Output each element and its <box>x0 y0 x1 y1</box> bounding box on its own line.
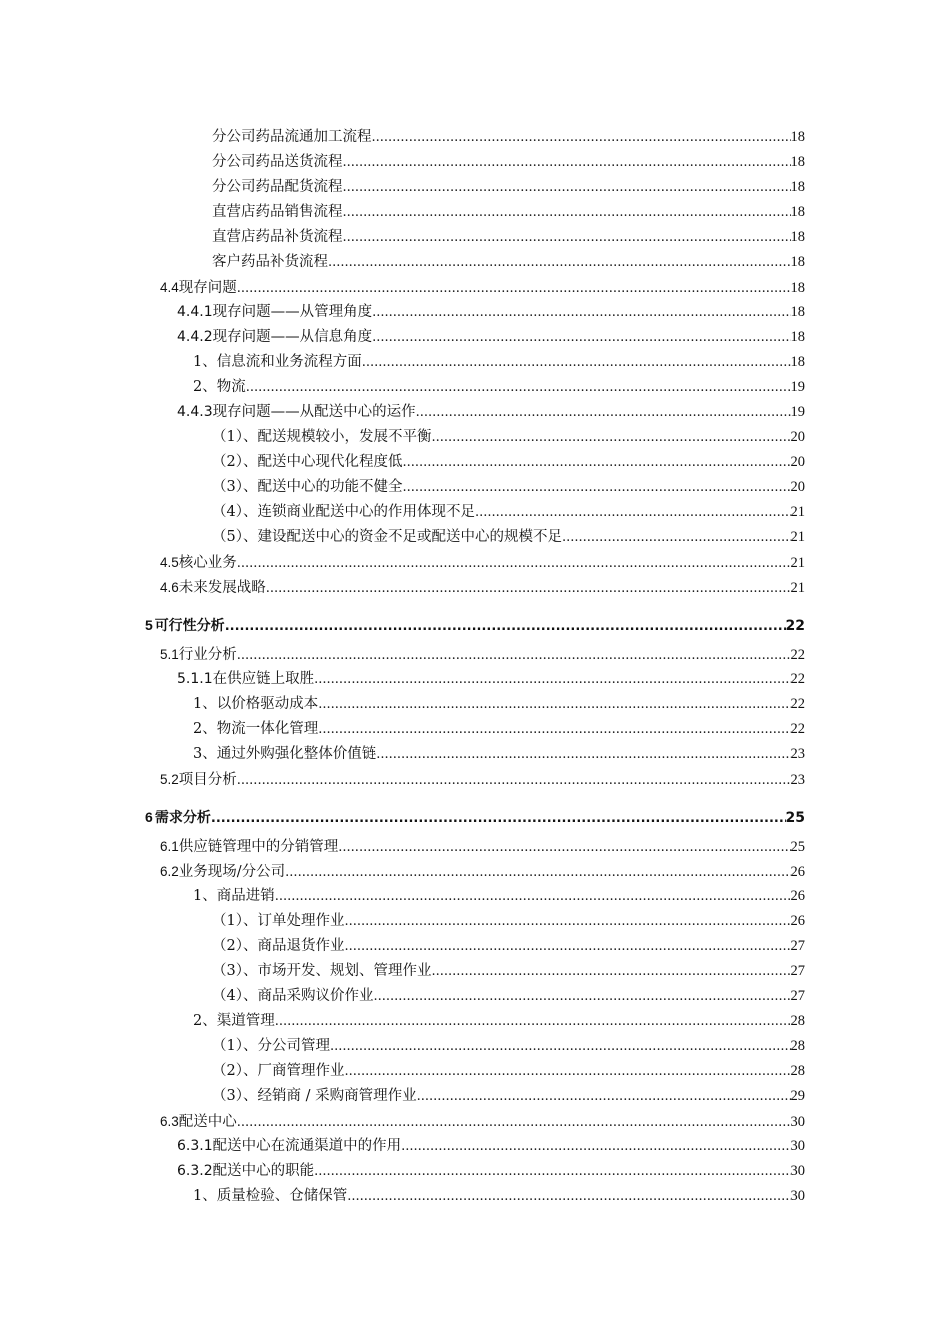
toc-entry[interactable] <box>0 150 950 175</box>
toc-entry[interactable] <box>0 859 950 884</box>
toc-entry-title: 配送中心在流通渠道中的作用 <box>212 1138 402 1154</box>
toc-entry-page-number: 30 <box>790 1188 805 1204</box>
toc-entry[interactable] <box>0 300 950 325</box>
toc-entry[interactable] <box>0 500 950 525</box>
toc-entry-page-number: 30 <box>790 1163 805 1179</box>
toc-entry-page-number: 25 <box>785 810 805 826</box>
toc-entry-title: 1、以价格驱动成本 <box>193 696 319 712</box>
toc-entry[interactable] <box>0 575 950 600</box>
toc-entry[interactable] <box>0 767 950 792</box>
toc-entry-title: 在供应链上取胜 <box>212 671 315 687</box>
toc-leader-dots <box>343 150 791 175</box>
toc-entry[interactable] <box>0 667 950 692</box>
toc-entry-number: 4.5 <box>160 555 179 570</box>
toc-entry-number: 5.2 <box>160 772 179 787</box>
toc-entry-title: （1）、配送规模较小，发展不平衡 <box>212 429 432 445</box>
toc-entry-number: 4.4.1 <box>177 304 213 320</box>
toc-entry-page-number: 18 <box>790 254 805 270</box>
toc-entry-title: 核心业务 <box>178 555 237 571</box>
toc-entry[interactable] <box>0 475 950 500</box>
toc-leader-dots <box>431 425 790 450</box>
table-of-contents <box>0 125 950 1209</box>
toc-entry[interactable] <box>0 909 950 934</box>
toc-entry-page-number: 21 <box>790 504 805 520</box>
toc-entry[interactable] <box>0 1009 950 1034</box>
toc-entry-page-number: 28 <box>790 1038 805 1054</box>
toc-entry[interactable] <box>0 125 950 150</box>
toc-entry-page-number: 23 <box>790 746 805 762</box>
toc-entry[interactable] <box>0 400 950 425</box>
toc-leader-dots <box>372 300 790 325</box>
toc-entry-title: 3、通过外购强化整体价值链 <box>193 746 377 762</box>
toc-leader-dots <box>211 802 786 836</box>
toc-entry-page-number: 18 <box>790 154 805 170</box>
toc-entry-page-number: 21 <box>790 580 805 596</box>
toc-entry-title: （2）、配送中心现代化程度低 <box>212 454 403 470</box>
toc-leader-dots <box>562 525 791 550</box>
toc-leader-dots <box>275 884 791 909</box>
toc-entry-number: 4.4 <box>160 280 179 295</box>
toc-entry-title: 2、物流一体化管理 <box>193 721 319 737</box>
toc-entry-title: （2）、厂商管理作业 <box>212 1063 345 1079</box>
toc-leader-dots <box>344 934 790 959</box>
toc-entry-page-number: 29 <box>790 1088 805 1104</box>
toc-entry-title: 供应链管理中的分销管理 <box>178 839 339 855</box>
toc-entry-title: 配送中心的职能 <box>212 1163 315 1179</box>
toc-leader-dots <box>318 692 790 717</box>
toc-entry-page-number: 26 <box>790 888 805 904</box>
toc-leader-dots <box>417 1084 791 1109</box>
toc-entry[interactable] <box>0 1159 950 1184</box>
toc-entry-page-number: 18 <box>790 304 805 320</box>
toc-entry-number: 6.3.2 <box>177 1163 213 1179</box>
toc-entry[interactable] <box>0 225 950 250</box>
toc-leader-dots <box>266 576 791 601</box>
toc-entry[interactable] <box>0 1109 950 1134</box>
toc-entry-page-number: 18 <box>790 179 805 195</box>
toc-leader-dots <box>246 375 791 400</box>
toc-leader-dots <box>431 959 790 984</box>
toc-entry-title: 分公司药品配货流程 <box>212 179 343 195</box>
toc-entry-page-number: 22 <box>790 721 805 737</box>
toc-entry-page-number: 20 <box>790 479 805 495</box>
toc-entry[interactable] <box>0 934 950 959</box>
toc-leader-dots <box>314 1159 790 1184</box>
toc-leader-dots <box>344 1059 790 1084</box>
toc-leader-dots <box>362 350 791 375</box>
toc-entry-title: 可行性分析 <box>154 618 225 634</box>
toc-leader-dots <box>237 768 791 793</box>
toc-entry-title: 直营店药品补货流程 <box>212 229 343 245</box>
toc-entry-page-number: 22 <box>790 647 805 663</box>
toc-entry-title: 行业分析 <box>178 647 237 663</box>
toc-entry-page-number: 23 <box>790 772 805 788</box>
toc-chapter-entry[interactable] <box>0 608 950 642</box>
toc-leader-dots <box>376 742 790 767</box>
toc-leader-dots <box>343 225 791 250</box>
toc-entry-title: 分公司药品送货流程 <box>212 154 343 170</box>
toc-leader-dots <box>237 551 791 576</box>
toc-entry-title: （5）、建设配送中心的资金不足或配送中心的规模不足 <box>212 529 562 545</box>
toc-entry[interactable] <box>0 642 950 667</box>
toc-entry-number: 6.1 <box>160 839 179 854</box>
toc-leader-dots <box>237 643 791 668</box>
toc-entry-number: 6.3.1 <box>177 1138 213 1154</box>
toc-leader-dots <box>285 860 790 885</box>
toc-entry-page-number: 18 <box>790 229 805 245</box>
toc-entry[interactable] <box>0 450 950 475</box>
toc-entry[interactable] <box>0 717 950 742</box>
toc-entry-title: 1、质量检验、仓储保管 <box>193 1188 348 1204</box>
toc-entry[interactable] <box>0 550 950 575</box>
toc-entry-title: 未来发展战略 <box>178 580 266 596</box>
toc-entry-page-number: 19 <box>790 404 805 420</box>
toc-leader-dots <box>237 1110 791 1135</box>
toc-entry-title: 1、商品进销 <box>193 888 275 904</box>
toc-leader-dots <box>225 610 786 644</box>
toc-entry-page-number: 18 <box>790 329 805 345</box>
toc-leader-dots <box>314 667 790 692</box>
toc-entry-page-number: 22 <box>790 696 805 712</box>
toc-entry[interactable] <box>0 275 950 300</box>
toc-entry[interactable] <box>0 425 950 450</box>
toc-entry-page-number: 18 <box>790 129 805 145</box>
toc-entry-page-number: 22 <box>785 618 805 634</box>
toc-leader-dots <box>328 250 791 275</box>
toc-entry[interactable] <box>0 884 950 909</box>
toc-entry-title: （4）、连锁商业配送中心的作用体现不足 <box>212 504 475 520</box>
toc-entry-number: 4.4.3 <box>177 404 213 420</box>
toc-entry[interactable] <box>0 1184 950 1209</box>
toc-entry-page-number: 26 <box>790 864 805 880</box>
toc-entry-title: （2）、商品退货作业 <box>212 938 345 954</box>
toc-entry[interactable] <box>0 200 950 225</box>
toc-entry-number: 4.4.2 <box>177 329 213 345</box>
toc-entry-title: 2、物流 <box>193 379 246 395</box>
toc-leader-dots <box>372 125 791 150</box>
toc-leader-dots <box>372 325 790 350</box>
toc-chapter-entry[interactable] <box>0 800 950 834</box>
toc-entry[interactable] <box>0 959 950 984</box>
toc-entry[interactable] <box>0 375 950 400</box>
toc-entry-number: 6.3 <box>160 1114 179 1129</box>
toc-entry-page-number: 26 <box>790 913 805 929</box>
toc-entry-number: 4.6 <box>160 580 179 595</box>
toc-entry-page-number: 18 <box>790 204 805 220</box>
toc-entry-title: 分公司药品流通加工流程 <box>212 129 372 145</box>
toc-entry-page-number: 20 <box>790 429 805 445</box>
toc-leader-dots <box>343 175 791 200</box>
toc-leader-dots <box>338 835 790 860</box>
toc-entry-title: （4）、商品采购议价作业 <box>212 988 374 1004</box>
toc-entry-page-number: 27 <box>790 988 805 1004</box>
toc-entry-title: 客户药品补货流程 <box>212 254 328 270</box>
toc-entry-number: 5.1.1 <box>177 671 213 687</box>
toc-entry[interactable] <box>0 742 950 767</box>
toc-entry-page-number: 30 <box>790 1114 805 1130</box>
toc-entry-title: （3）、市场开发、规划、管理作业 <box>212 963 432 979</box>
toc-entry-number: 5.1 <box>160 647 179 662</box>
toc-leader-dots <box>237 276 791 301</box>
toc-entry-page-number: 21 <box>790 529 805 545</box>
toc-entry-page-number: 18 <box>790 354 805 370</box>
toc-entry-title: （3）、经销商 / 采购商管理作业 <box>212 1088 417 1104</box>
toc-entry[interactable] <box>0 984 950 1009</box>
toc-leader-dots <box>401 1134 790 1159</box>
toc-entry[interactable] <box>0 350 950 375</box>
toc-leader-dots <box>416 400 791 425</box>
toc-entry-page-number: 27 <box>790 938 805 954</box>
toc-entry-page-number: 20 <box>790 454 805 470</box>
toc-leader-dots <box>373 984 790 1009</box>
toc-leader-dots <box>344 909 790 934</box>
toc-entry-page-number: 21 <box>790 555 805 571</box>
toc-entry[interactable] <box>0 250 950 275</box>
toc-entry[interactable] <box>0 1084 950 1109</box>
toc-entry-title: 需求分析 <box>154 810 211 826</box>
toc-entry-title: （1）、分公司管理 <box>212 1038 330 1054</box>
toc-entry-title: 1、信息流和业务流程方面 <box>193 354 362 370</box>
toc-entry-number: 5 <box>145 617 153 633</box>
toc-entry-page-number: 19 <box>790 379 805 395</box>
toc-leader-dots <box>275 1009 791 1034</box>
toc-entry[interactable] <box>0 525 950 550</box>
toc-entry[interactable] <box>0 1059 950 1084</box>
toc-leader-dots <box>318 717 790 742</box>
toc-entry-page-number: 25 <box>790 839 805 855</box>
toc-entry-page-number: 28 <box>790 1063 805 1079</box>
toc-entry-page-number: 18 <box>790 280 805 296</box>
toc-entry-title: 现存问题——从配送中心的运作 <box>212 404 416 420</box>
toc-entry-title: 2、渠道管理 <box>193 1013 275 1029</box>
toc-entry[interactable] <box>0 175 950 200</box>
toc-leader-dots <box>475 500 791 525</box>
toc-leader-dots <box>402 450 790 475</box>
toc-entry-title: 现存问题 <box>178 280 237 296</box>
toc-leader-dots <box>402 475 790 500</box>
toc-entry-number: 6.2 <box>160 864 179 879</box>
toc-entry-title: 项目分析 <box>178 772 237 788</box>
toc-entry[interactable] <box>0 834 950 859</box>
toc-leader-dots <box>347 1184 790 1209</box>
toc-entry-title: （1）、订单处理作业 <box>212 913 345 929</box>
toc-entry-title: 现存问题——从管理角度 <box>212 304 373 320</box>
toc-entry[interactable] <box>0 1034 950 1059</box>
toc-entry[interactable] <box>0 1134 950 1159</box>
toc-entry-title: 现存问题——从信息角度 <box>212 329 373 345</box>
toc-entry[interactable] <box>0 692 950 717</box>
toc-entry-page-number: 27 <box>790 963 805 979</box>
toc-entry-page-number: 22 <box>790 671 805 687</box>
toc-entry-title: （3）、配送中心的功能不健全 <box>212 479 403 495</box>
toc-entry-title: 直营店药品销售流程 <box>212 204 343 220</box>
toc-entry-number: 6 <box>145 809 153 825</box>
toc-leader-dots <box>343 200 791 225</box>
toc-entry-title: 业务现场/分公司 <box>178 864 286 880</box>
toc-entry-title: 配送中心 <box>178 1114 237 1130</box>
toc-leader-dots <box>330 1034 791 1059</box>
toc-entry-page-number: 28 <box>790 1013 805 1029</box>
toc-entry[interactable] <box>0 325 950 350</box>
toc-entry-page-number: 30 <box>790 1138 805 1154</box>
